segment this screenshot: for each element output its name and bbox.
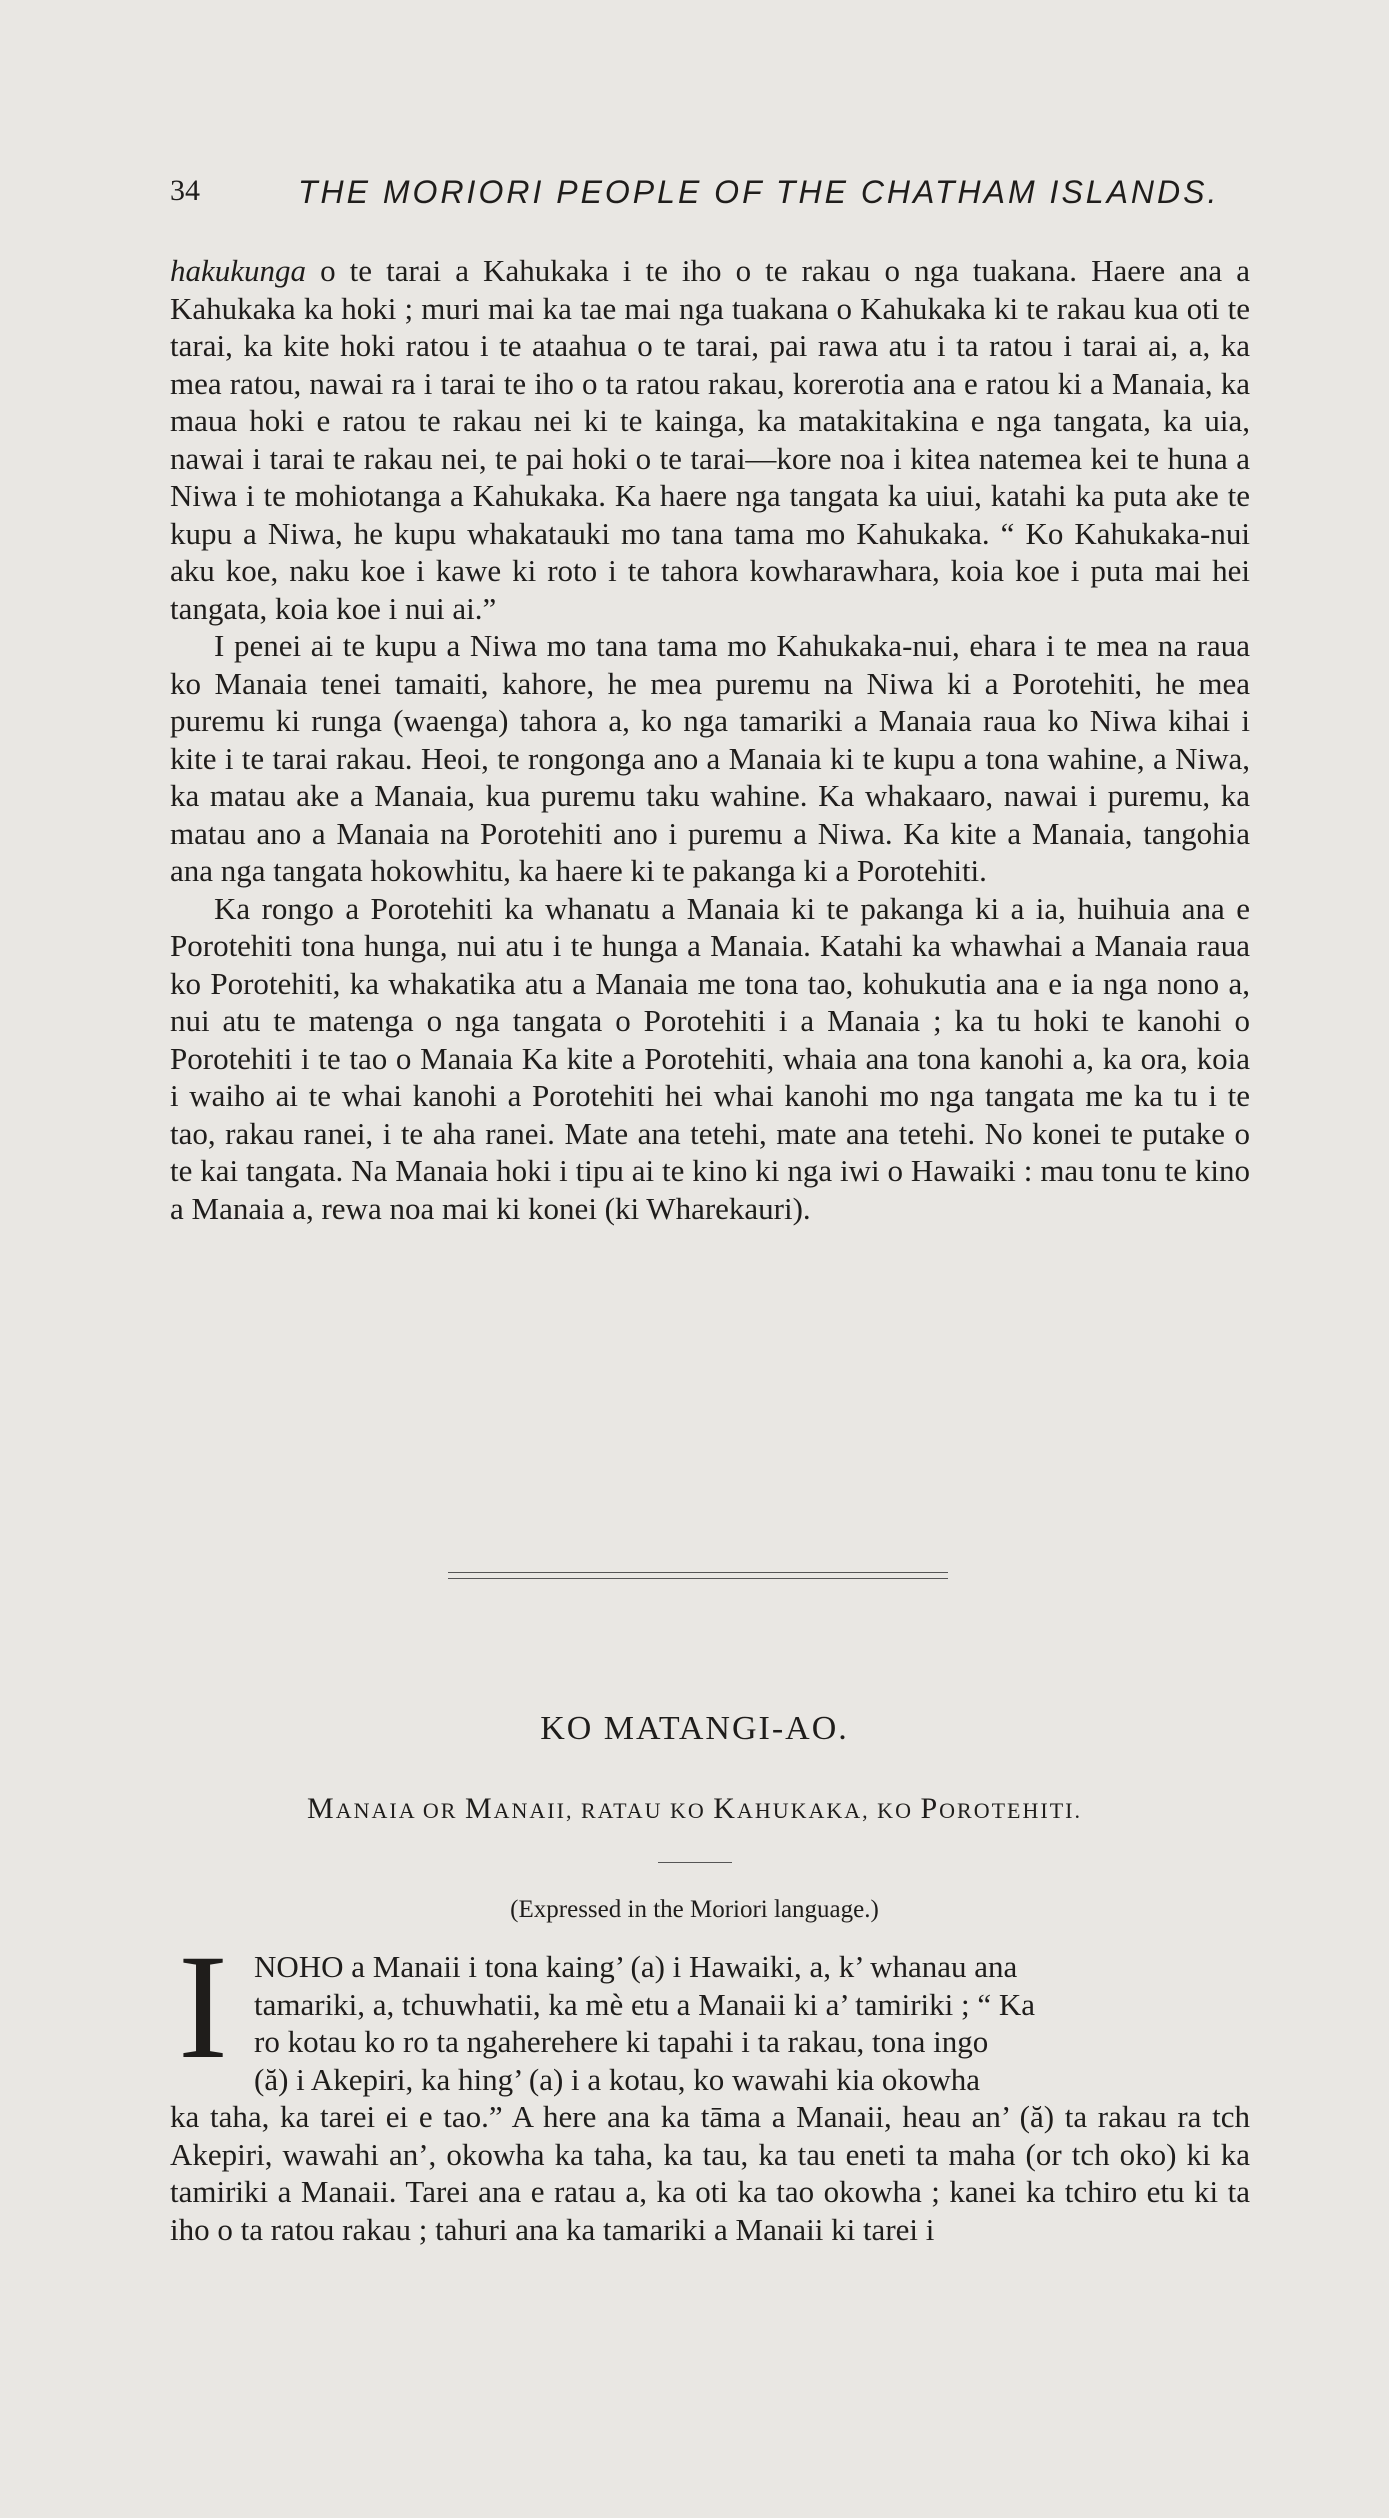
subtitle-cap: P [920,1792,940,1825]
subtitle-cap: K [713,1792,737,1825]
running-title: THE MORIORI PEOPLE OF THE CHATHAM ISLANDS. [298,174,1220,210]
story-text [170,1948,1250,2248]
language-note: (Expressed in the Moriori language.) [510,1896,879,1923]
body-text [170,252,1250,1227]
story-indented-block [170,1948,1250,2098]
story-line: ro kotau ko ro ta ngaherehere ki tapahi i ta rakau, tona ingo [254,2024,989,2059]
subtitle-rest: OROTEHITI. [939,1798,1082,1823]
paragraph-2: I penei ai te kupu a Niwa mo tana tama mo Kahukaka-nui, ehara i te mea na raua ko Manaia tenei tamaiti, kahore, he mea puremu na Niwa ki a Porotehiti, he mea puremu ki runga (waenga) tahora a, ko nga tamariki a Manaia raua ko Niwa kihai i kite i te tarai rakau. Heoi, te rongonga ano a Manaia ki te kupu a tona wahine, a Niwa, ka matau ake a Manaia, kua puremu taku wahine. Ka whakaaro, nawai i puremu, ka matau ano a Manaia na Porotehiti ano i puremu a Niwa. Ka kite a Manaia, tangohia ana nga tangata hokowhitu, ka haere ki te pakanga ki a Porotehiti. [170,628,1250,888]
subtitle-rest: ANAII, RATAU KO [493,1798,714,1823]
section-divider [448,1572,948,1579]
italic-word: hakukunga [170,253,307,288]
paragraph-1 [170,252,1250,627]
subtitle-cap: M [464,1792,494,1825]
story-line: NOHO a Manaii i tona kaing’ (a) i Hawaiki, a, k’ whanau ana [254,1949,1018,1984]
page-number: 34 [170,174,200,207]
subtitle-rest: AHUKAKA, KO [736,1798,921,1823]
paragraph-1-text: o te tarai a Kahukaka i te iho o te rakau o nga tuakana. Haere ana a Kahukaka ka hoki ; muri mai ka tae mai nga tuakana o Kahukaka ki te rakau kua oti te tarai, ka kite hoki ratou i te ataahua o te tarai, pai rawa atu i ta ratou i tarai ai, a, ka mea ratou, nawai ra i tarai te iho o ta ratou rakau, korerotia ana e ratou ki a Manaia, ka maua hoki e ratou te rakau nei ki te kainga, ka matakitakina e nga tangata, ka uia, nawai i tarai te rakau nei, te pai hoki o te tarai—kore noa i kitea natemea kei te huna a Niwa i te mohiotanga a Kahukaka. Ka haere nga tangata ka uiui, katahi ka puta ake te kupu a Niwa, he kupu whakatauki mo tana tama mo Kahukaka. “ Ko Kahukaka-nui aku koe, naku koe i kawe ki roto i te tahora kowharawhara, koia koe i puta mai hei tangata, koia koe i nui ai.” [170,253,1250,626]
story-line: tamariki, a, tchuwhatii, ka mè etu a Manaii ki a’ tamiriki ; “ Ka [254,1986,1036,2022]
story-paragraph: ka taha, ka tarei ei e tao.” A here ana ka tāma a Manaii, heau an’ (ă) ta rakau ra tch Akepiri, wawahi an’, okowha ka taha, ka tau, ka tau eneti ta maha (or tch oko) ki ka tamiriki a Manaii. Tarei ana e ratau a, ka oti ka tao okowha ; kanei ka tchiro etu ki ta iho o ta ratou rakau ; tahuri ana ka tamariki a Manaii ki tarei i [170,2099,1250,2247]
page-header [170,170,1230,218]
short-divider [658,1862,732,1863]
subtitle-rest: ANAIA OR [335,1798,465,1823]
paragraph-3: Ka rongo a Porotehiti ka whanatu a Manaia ki te pakanga ki a ia, huihuia ana e Porotehiti tona hunga, nui atu i te hunga a Manaia. Katahi ka whawhai a Manaia raua ko Porotehiti, ka whakatika atu a Manaia me tona tao, kohukutia ana e ia nga nono a, nui atu te matenga o nga tangata o Porotehiti i a Manaia ; ka tu hoki te kanohi o Porotehiti i te tao o Manaia Ka kite a Porotehiti, whaia ana tona kanohi a, ka ora, koia i waiho ai te whai kanohi a Porotehiti hei whai kanohi mo nga tangata me ka tu i te tao, rakau ranei, i te aha ranei. Mate ana tetehi, mate ana tetehi. No konei te putake o te kai tangata. Na Manaia hoki i tipu ai te kino ki nga iwi o Hawaiki : mau tonu te kino a Manaia a, rewa noa mai ki konei (ki Wharekauri). [170,890,1250,1226]
subtitle-cap: M [307,1792,336,1825]
story-line: (ă) i Akepiri, ka hing’ (a) i a kotau, ko wawahi kia okowha [254,2061,980,2097]
section-subtitle [0,1792,1389,1826]
drop-cap: I [178,1924,228,2090]
section-title: KO MATANGI-AO. [540,1710,849,1747]
